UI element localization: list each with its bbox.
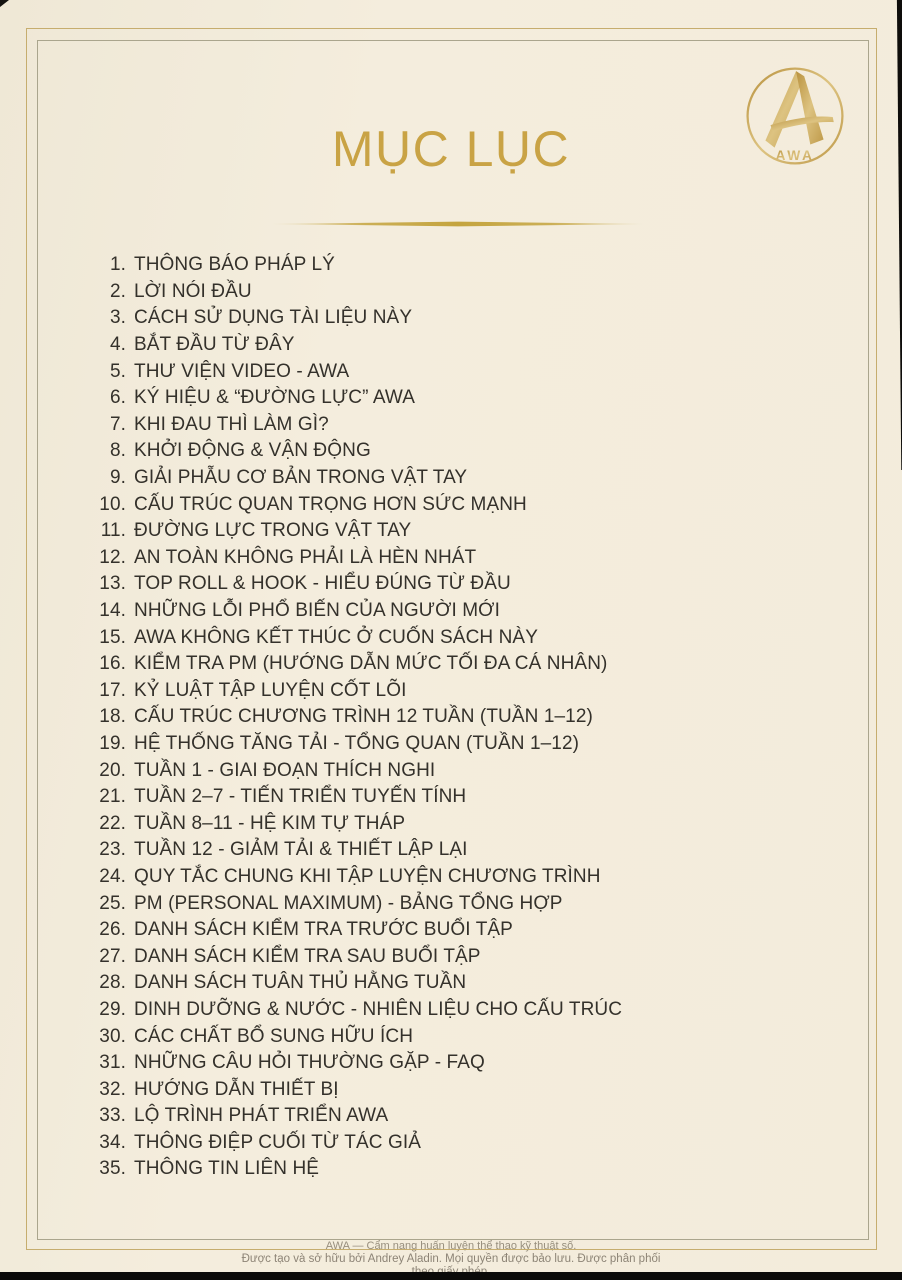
scan-edge-right bbox=[896, 0, 902, 470]
toc-item-label: TUẦN 1 - GIAI ĐOẠN THÍCH NGHI bbox=[134, 759, 436, 781]
toc-item-number: 20. bbox=[99, 759, 126, 781]
toc-item bbox=[84, 970, 824, 997]
toc-item-label: DANH SÁCH KIỂM TRA TRƯỚC BUỔI TẬP bbox=[134, 919, 513, 941]
toc-item bbox=[84, 438, 824, 465]
toc-item bbox=[84, 305, 824, 332]
toc-item bbox=[84, 943, 824, 970]
toc-item-label: HƯỚNG DẪN THIẾT BỊ bbox=[134, 1078, 339, 1100]
toc-item-label: KỶ LUẬT TẬP LUYỆN CỐT LÕI bbox=[134, 679, 407, 701]
toc-item-label: THƯ VIỆN VIDEO - AWA bbox=[134, 360, 350, 382]
toc-item-label: CẤU TRÚC QUAN TRỌNG HƠN SỨC MẠNH bbox=[134, 493, 527, 515]
toc-item-label: NHỮNG CÂU HỎI THƯỜNG GẶP - FAQ bbox=[134, 1052, 485, 1074]
toc-item-number: 34. bbox=[99, 1131, 126, 1153]
toc-item-number: 31. bbox=[99, 1052, 126, 1074]
toc-item bbox=[84, 358, 824, 385]
toc-item bbox=[84, 598, 824, 625]
toc-item-number: 18. bbox=[99, 706, 126, 728]
awa-logo-wordmark: AWA bbox=[775, 147, 815, 163]
toc-item-label: BẮT ĐẦU TỪ ĐÂY bbox=[134, 334, 295, 356]
footer-copyright: Được tạo và sở hữu bởi Andrey Aladin. Mọi quyền được bảo lưu. Được phân phối bbox=[241, 1253, 661, 1265]
toc-item-label: AN TOÀN KHÔNG PHẢI LÀ HÈN NHÁT bbox=[134, 546, 477, 568]
toc-item bbox=[84, 651, 824, 678]
toc-item-label: GIẢI PHẪU CƠ BẢN TRONG VẬT TAY bbox=[134, 467, 468, 489]
toc-item-number: 4. bbox=[109, 334, 126, 356]
toc-item-label: THÔNG BÁO PHÁP LÝ bbox=[134, 254, 335, 276]
toc-item bbox=[84, 917, 824, 944]
toc-item bbox=[84, 1050, 824, 1077]
toc-item-label: QUY TẮC CHUNG KHI TẬP LUYỆN CHƯƠNG TRÌNH bbox=[134, 865, 601, 887]
toc-item-number: 27. bbox=[99, 945, 126, 967]
toc-item bbox=[84, 1130, 824, 1157]
toc-item bbox=[84, 890, 824, 917]
toc-item-label: DANH SÁCH KIỂM TRA SAU BUỔI TẬP bbox=[134, 945, 481, 967]
toc-item bbox=[84, 864, 824, 891]
toc-item bbox=[84, 784, 824, 811]
toc-item-label: LỜI NÓI ĐẦU bbox=[134, 280, 252, 302]
toc-item-label: HỆ THỐNG TĂNG TẢI - TỔNG QUAN (TUẦN 1–12) bbox=[134, 732, 580, 754]
toc-item bbox=[84, 731, 824, 758]
scan-edge-corner bbox=[0, 0, 9, 7]
toc-item-number: 32. bbox=[99, 1078, 126, 1100]
toc-item-number: 2. bbox=[109, 280, 126, 302]
toc-item-number: 13. bbox=[99, 573, 126, 595]
toc-item-label: TUẦN 8–11 - HỆ KIM TỰ THÁP bbox=[134, 812, 406, 834]
footer-tagline: AWA — Cẩm nang huấn luyện thể thao kỹ thuật số. bbox=[325, 1240, 577, 1252]
scan-edge-bottom bbox=[0, 1272, 902, 1280]
toc-item-number: 28. bbox=[99, 972, 126, 994]
title-divider bbox=[272, 221, 644, 227]
toc-item bbox=[84, 624, 824, 651]
toc-item bbox=[84, 412, 824, 439]
toc-item bbox=[84, 1023, 824, 1050]
toc-item bbox=[84, 678, 824, 705]
toc-item-label: DINH DƯỠNG & NƯỚC - NHIÊN LIỆU CHO CẤU TRÚC bbox=[134, 998, 623, 1020]
toc-item bbox=[84, 1156, 824, 1183]
toc-item-label: THÔNG ĐIỆP CUỐI TỪ TÁC GIẢ bbox=[134, 1131, 421, 1153]
toc-item-label: TOP ROLL & HOOK - HIỂU ĐÚNG TỪ ĐẦU bbox=[134, 573, 511, 595]
toc-item-label: KHI ĐAU THÌ LÀM GÌ? bbox=[134, 413, 329, 435]
toc-item-label: TUẦN 2–7 - TIẾN TRIỂN TUYẾN TÍNH bbox=[134, 786, 467, 808]
toc-item-label: KHỞI ĐỘNG & VẬN ĐỘNG bbox=[134, 440, 371, 462]
awa-logo-icon bbox=[744, 65, 846, 167]
toc-item-label: THÔNG TIN LIÊN HỆ bbox=[134, 1158, 320, 1180]
toc-item-label: CẤU TRÚC CHƯƠNG TRÌNH 12 TUẦN (TUẦN 1–12) bbox=[134, 706, 593, 728]
toc-item-label: KIỂM TRA PM (HƯỚNG DẪN MỨC TỐI ĐA CÁ NHÂN) bbox=[134, 653, 608, 675]
toc-item-number: 1. bbox=[109, 254, 126, 276]
toc-item bbox=[84, 837, 824, 864]
toc-item-label: NHỮNG LỖI PHỔ BIẾN CỦA NGƯỜI MỚI bbox=[134, 600, 500, 622]
toc-item-number: 21. bbox=[99, 786, 126, 808]
toc-item-number: 33. bbox=[99, 1105, 126, 1127]
toc-item-number: 6. bbox=[109, 387, 126, 409]
toc-item-number: 5. bbox=[109, 360, 126, 382]
toc-item-number: 10. bbox=[99, 493, 126, 515]
toc-item-number: 3. bbox=[109, 307, 126, 329]
toc-item-number: 9. bbox=[109, 467, 126, 489]
toc-item-number: 35. bbox=[99, 1158, 126, 1180]
toc-item-label: LỘ TRÌNH PHÁT TRIỂN AWA bbox=[134, 1105, 389, 1127]
toc-item-label: DANH SÁCH TUÂN THỦ HẰNG TUẦN bbox=[134, 972, 467, 994]
toc-item bbox=[84, 252, 824, 279]
toc-item bbox=[84, 332, 824, 359]
toc-item-number: 17. bbox=[99, 679, 126, 701]
toc-item bbox=[84, 997, 824, 1024]
toc-item bbox=[84, 491, 824, 518]
toc-item-label: PM (PERSONAL MAXIMUM) - BẢNG TỔNG HỢP bbox=[134, 892, 563, 914]
toc-item bbox=[84, 757, 824, 784]
toc-item bbox=[84, 385, 824, 412]
toc-item bbox=[84, 1076, 824, 1103]
toc-item-number: 29. bbox=[99, 998, 126, 1020]
toc-item-number: 12. bbox=[99, 546, 126, 568]
toc-item-label: ĐƯỜNG LỰC TRONG VẬT TAY bbox=[134, 520, 412, 542]
toc-item-number: 8. bbox=[109, 440, 126, 462]
toc-item-number: 11. bbox=[100, 520, 126, 542]
page-title: MỤC LỤC bbox=[331, 121, 571, 177]
toc-item bbox=[84, 518, 824, 545]
toc-item-number: 19. bbox=[99, 732, 126, 754]
toc-item-number: 26. bbox=[99, 919, 126, 941]
toc-item-label: KÝ HIỆU & “ĐƯỜNG LỰC” AWA bbox=[134, 387, 416, 409]
toc-item-number: 7. bbox=[109, 413, 126, 435]
toc-item-number: 23. bbox=[99, 839, 126, 861]
toc-item-number: 24. bbox=[99, 865, 126, 887]
toc-item bbox=[84, 279, 824, 306]
toc-item-label: CÁCH SỬ DỤNG TÀI LIỆU NÀY bbox=[134, 307, 413, 329]
toc-item-label: CÁC CHẤT BỔ SUNG HỮU ÍCH bbox=[134, 1025, 414, 1047]
toc-item bbox=[84, 465, 824, 492]
toc-item bbox=[84, 1103, 824, 1130]
toc-item-label: TUẦN 12 - GIẢM TẢI & THIẾT LẬP LẠI bbox=[134, 839, 468, 861]
toc-item-number: 16. bbox=[99, 653, 126, 675]
toc-item bbox=[84, 545, 824, 572]
toc-item-number: 22. bbox=[99, 812, 126, 834]
toc-item-number: 30. bbox=[99, 1025, 126, 1047]
table-of-contents bbox=[84, 252, 824, 1183]
toc-item-number: 14. bbox=[99, 600, 126, 622]
toc-item-number: 25. bbox=[99, 892, 126, 914]
toc-item bbox=[84, 704, 824, 731]
toc-item bbox=[84, 810, 824, 837]
toc-item bbox=[84, 571, 824, 598]
toc-item-label: AWA KHÔNG KẾT THÚC Ở CUỐN SÁCH NÀY bbox=[134, 626, 538, 648]
toc-item-number: 15. bbox=[99, 626, 126, 648]
